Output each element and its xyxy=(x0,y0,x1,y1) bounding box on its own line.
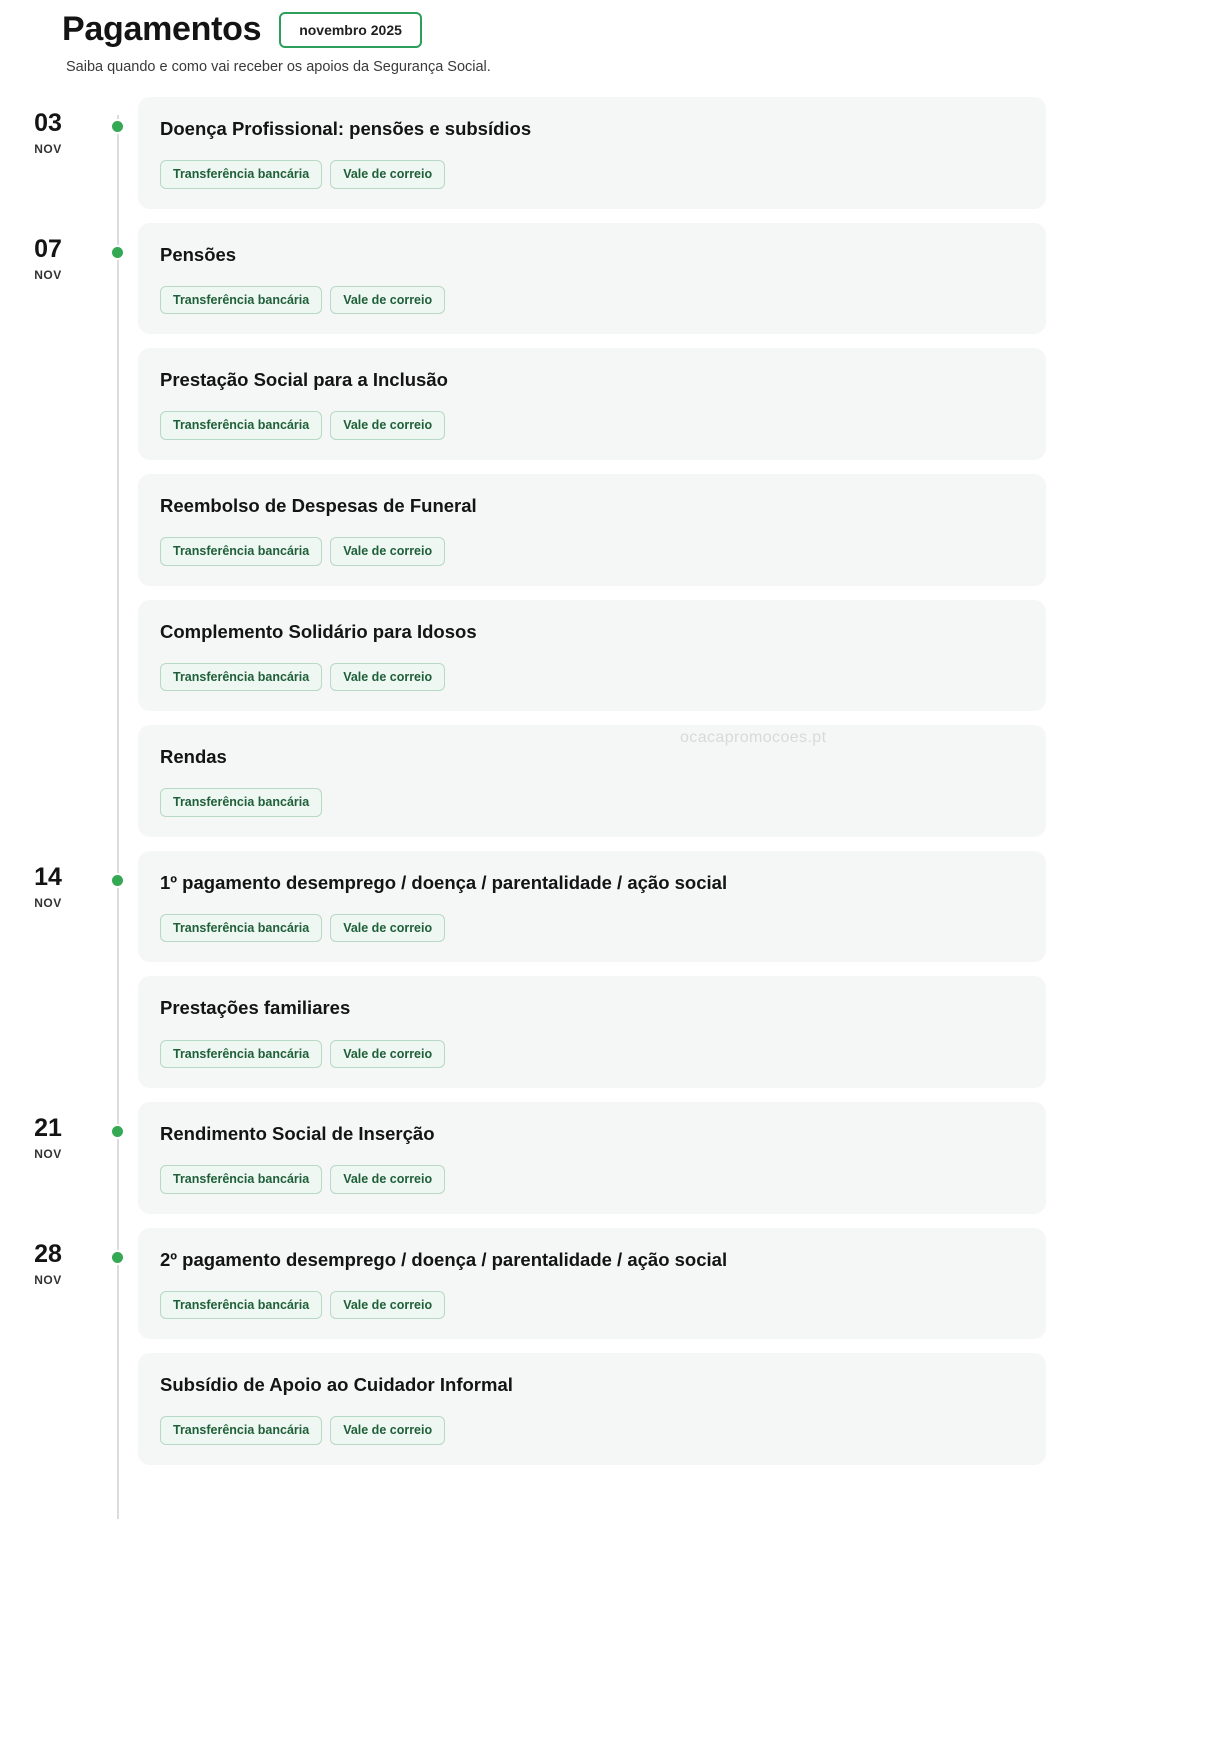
payment-method-chip[interactable]: Vale de correio xyxy=(330,411,445,440)
entry-date-month: NOV xyxy=(34,1272,62,1287)
timeline-entry xyxy=(0,223,1218,335)
timeline-entry xyxy=(0,851,1218,963)
entry-date xyxy=(0,111,96,156)
payment-title: 2º pagamento desemprego / doença / parentalidade / ação social xyxy=(160,1248,728,1270)
timeline-dot-icon xyxy=(110,119,125,134)
entry-date-month: NOV xyxy=(34,142,62,157)
entry-date-day: 21 xyxy=(34,1114,62,1143)
payment-method-chip[interactable]: Transferência bancária xyxy=(160,663,322,692)
timeline-dot-icon xyxy=(110,1250,125,1265)
timeline-entry xyxy=(0,1228,1218,1340)
timeline-dot-icon xyxy=(110,245,125,260)
entry-date-day: 14 xyxy=(34,862,62,891)
payment-method-chip[interactable]: Transferência bancária xyxy=(160,1165,322,1194)
payment-method-chip[interactable]: Vale de correio xyxy=(330,663,445,692)
entry-date xyxy=(0,1239,96,1287)
payment-methods xyxy=(160,663,1024,692)
month-badge[interactable]: novembro 2025 xyxy=(279,12,422,48)
payment-method-chip[interactable]: Transferência bancária xyxy=(160,537,322,566)
payment-methods xyxy=(160,1165,1024,1194)
payment-title: Rendimento Social de Inserção xyxy=(160,1123,435,1145)
payment-title: Pensões xyxy=(160,243,237,265)
payment-methods xyxy=(160,1291,1024,1320)
payment-method-chip[interactable]: Transferência bancária xyxy=(160,788,322,817)
entry-date-day: 28 xyxy=(34,1239,62,1268)
entry-date-month: NOV xyxy=(34,1147,62,1162)
timeline-groups xyxy=(0,97,1218,1465)
payment-card xyxy=(138,474,1046,586)
payment-title: Doença Profissional: pensões e subsídios xyxy=(160,118,532,140)
entry-date-day: 07 xyxy=(34,234,62,263)
payment-method-chip[interactable]: Vale de correio xyxy=(330,160,445,189)
entry-date-month: NOV xyxy=(34,267,62,282)
payment-method-chip[interactable]: Vale de correio xyxy=(330,1165,445,1194)
payment-title: Prestações familiares xyxy=(160,997,351,1019)
timeline-entry xyxy=(0,1102,1218,1214)
payment-title: Subsídio de Apoio ao Cuidador Informal xyxy=(160,1374,513,1396)
payment-card xyxy=(138,223,1046,335)
timeline-entry xyxy=(0,976,1218,1088)
timeline-group xyxy=(0,1102,1218,1214)
timeline-dot-icon xyxy=(110,873,125,888)
page-header xyxy=(0,0,1218,49)
payment-method-chip[interactable]: Transferência bancária xyxy=(160,286,322,315)
page-subtitle: Saiba quando e como vai receber os apoios da Segurança Social. xyxy=(66,59,491,76)
payment-method-chip[interactable]: Vale de correio xyxy=(330,914,445,943)
payment-card xyxy=(138,1353,1046,1465)
payment-methods xyxy=(160,286,1024,315)
payment-card xyxy=(138,1228,1046,1340)
payment-method-chip[interactable]: Vale de correio xyxy=(330,286,445,315)
timeline-group xyxy=(0,97,1218,209)
timeline-group xyxy=(0,223,1218,837)
payments-timeline xyxy=(0,97,1218,1519)
page-title: Pagamentos xyxy=(62,10,262,48)
timeline-group xyxy=(0,1228,1218,1465)
entry-date xyxy=(0,1116,96,1161)
payment-method-chip[interactable]: Transferência bancária xyxy=(160,1040,322,1069)
payment-methods xyxy=(160,1416,1024,1445)
payment-methods xyxy=(160,788,1024,817)
payment-method-chip[interactable]: Vale de correio xyxy=(330,1291,445,1320)
timeline-group xyxy=(0,851,1218,1088)
payment-methods xyxy=(160,160,1024,189)
timeline-entry xyxy=(0,474,1218,586)
timeline-entry xyxy=(0,725,1218,837)
payment-method-chip[interactable]: Transferência bancária xyxy=(160,1291,322,1320)
payment-method-chip[interactable]: Transferência bancária xyxy=(160,1416,322,1445)
payment-method-chip[interactable]: Vale de correio xyxy=(330,1040,445,1069)
payment-title: 1º pagamento desemprego / doença / parentalidade / ação social xyxy=(160,871,728,893)
payment-card xyxy=(138,97,1046,209)
timeline-entry xyxy=(0,1353,1218,1465)
entry-date-day: 03 xyxy=(34,109,62,138)
watermark: ocacapromocoes.pt xyxy=(680,729,827,746)
payment-method-chip[interactable]: Vale de correio xyxy=(330,1416,445,1445)
payment-card xyxy=(138,1102,1046,1214)
payment-title: Prestação Social para a Inclusão xyxy=(160,369,448,391)
timeline-entry xyxy=(0,97,1218,209)
payment-methods xyxy=(160,537,1024,566)
payment-methods xyxy=(160,914,1024,943)
payment-title: Complemento Solidário para Idosos xyxy=(160,620,477,642)
payment-methods xyxy=(160,1040,1024,1069)
payment-card xyxy=(138,348,1046,460)
payment-method-chip[interactable]: Vale de correio xyxy=(330,537,445,566)
payment-title: Reembolso de Despesas de Funeral xyxy=(160,494,477,516)
payment-method-chip[interactable]: Transferência bancária xyxy=(160,914,322,943)
payment-title: Rendas xyxy=(160,746,227,768)
timeline-entry xyxy=(0,600,1218,712)
entry-date xyxy=(0,234,96,282)
payment-card xyxy=(138,725,1046,837)
payment-method-chip[interactable]: Transferência bancária xyxy=(160,411,322,440)
payment-card xyxy=(138,976,1046,1088)
payment-method-chip[interactable]: Transferência bancária xyxy=(160,160,322,189)
entry-date-month: NOV xyxy=(34,895,62,910)
entry-date xyxy=(0,862,96,910)
payment-card xyxy=(138,851,1046,963)
timeline-dot-icon xyxy=(110,1124,125,1139)
payment-methods xyxy=(160,411,1024,440)
payment-card xyxy=(138,600,1046,712)
timeline-entry xyxy=(0,348,1218,460)
